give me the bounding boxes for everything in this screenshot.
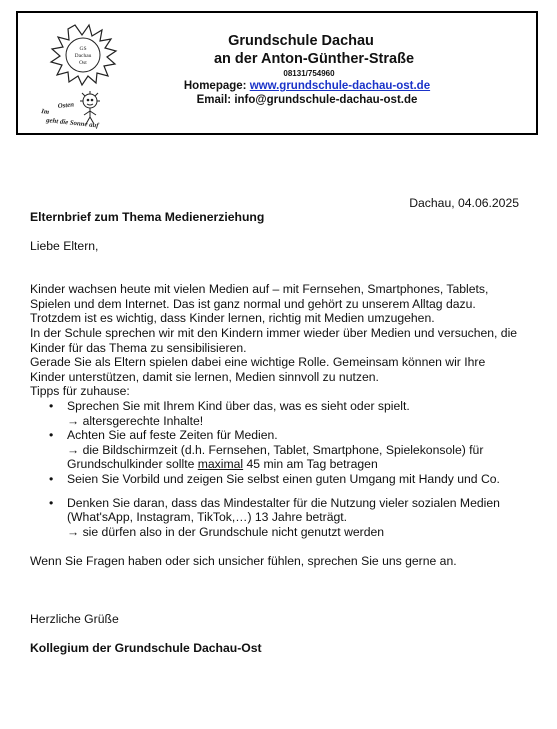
bullet-icon: • (49, 495, 54, 510)
email-label: Email: (196, 94, 232, 106)
tip-item (30, 399, 535, 428)
sun-logo-icon (51, 25, 116, 85)
homepage-label: Homepage: (183, 80, 247, 92)
tip-item (30, 496, 535, 540)
letter-body (30, 196, 535, 656)
svg-text:Im: Im (40, 108, 50, 117)
paragraph-line: Kinder für das Thema zu sensibilisieren. (30, 340, 247, 355)
email-line (146, 93, 456, 107)
paragraph-line: Kinder unterstützen, damit sie lernen, Medien sinnvoll zu nutzen. (30, 369, 379, 384)
svg-text:Dachau: Dachau (74, 53, 92, 59)
sun-figure-icon (80, 91, 100, 124)
svg-text:Ost: Ost (79, 60, 87, 66)
tip-line: (What'sApp, Instagram, TikTok,…) 13 Jahre beträgt. (67, 510, 348, 525)
tip-line: Sprechen Sie mit Ihrem Kind über das, was es sieht oder spielt. (67, 398, 410, 413)
paragraph-line: In der Schule sprechen wir mit den Kindern immer wieder über Medien und versuchen, die (30, 325, 518, 340)
tip-line: → altersgerechte Inhalte! (67, 413, 204, 428)
homepage-line (146, 79, 456, 93)
tip-line: Denken Sie daran, dass das Mindestalter für die Nutzung vieler sozialen Medien (67, 495, 500, 510)
letter-date: Dachau, 04.06.2025 (409, 196, 519, 210)
tip-line: Achten Sie auf feste Zeiten für Medien. (67, 428, 278, 443)
bullet-icon: • (49, 398, 54, 413)
tips-list (30, 399, 535, 539)
paragraph-line: Spielen und dem Internet. Das ist ganz normal und gehört zu unserem Alltag dazu. (30, 296, 476, 311)
main-paragraph (30, 282, 535, 399)
paragraph-line: Kinder wachsen heute mit vielen Medien auf – mit Fernsehen, Smartphones, Tablets, (30, 282, 489, 297)
regards: Herzliche Grüße (30, 611, 119, 626)
bullet-icon: • (49, 428, 54, 443)
letter-subject: Elternbrief zum Thema Medienerziehung (30, 210, 265, 224)
closing-sentence: Wenn Sie Fragen haben oder sich unsicher fühlen, sprechen Sie uns gerne an. (30, 554, 457, 569)
email-address: info@grundschule-dachau-ost.de (234, 94, 418, 106)
svg-text:GS: GS (79, 46, 87, 52)
tip-item (30, 472, 535, 487)
homepage-link[interactable]: www.grundschule-dachau-ost.de (249, 80, 431, 92)
salutation: Liebe Eltern, (30, 238, 99, 253)
underlined-word: maximal (197, 457, 244, 472)
svg-text:Osten: Osten (57, 101, 75, 110)
signature: Kollegium der Grundschule Dachau-Ost (30, 641, 262, 656)
school-name-line1: Grundschule Dachau (228, 33, 374, 49)
bullet-icon: • (49, 471, 54, 486)
school-header (146, 32, 456, 107)
svg-text:geht die Sonne auf: geht die Sonne auf (45, 117, 99, 130)
school-name-line2: an der Anton-Günther-Straße (213, 51, 415, 67)
tip-line: → sie dürfen also in der Grundschule nicht genutzt werden (67, 524, 385, 539)
tip-text: 45 min am Tag betragen (243, 457, 378, 472)
school-logo (38, 21, 128, 131)
paragraph-line: Gerade Sie als Eltern spielen dabei eine wichtige Rolle. Gemeinsam können wir Ihre (30, 355, 486, 370)
tip-item (30, 428, 535, 472)
phone-number: 08131/754960 (283, 69, 335, 78)
tip-line (67, 457, 535, 472)
tips-heading: Tipps für zuhause: (30, 384, 130, 399)
tip-line: → die Bildschirmzeit (d.h. Fernsehen, Tablet, Smartphone, Spielekonsole) für (67, 442, 484, 457)
letterhead (16, 11, 538, 135)
tip-line: Seien Sie Vorbild und zeigen Sie selbst einen guten Umgang mit Handy und Co. (67, 471, 500, 486)
paragraph-line: Trotzdem ist es wichtig, dass Kinder lernen, richtig mit Medien umzugehen. (30, 311, 435, 326)
tip-text: Grundschulkinder sollte (67, 457, 198, 472)
